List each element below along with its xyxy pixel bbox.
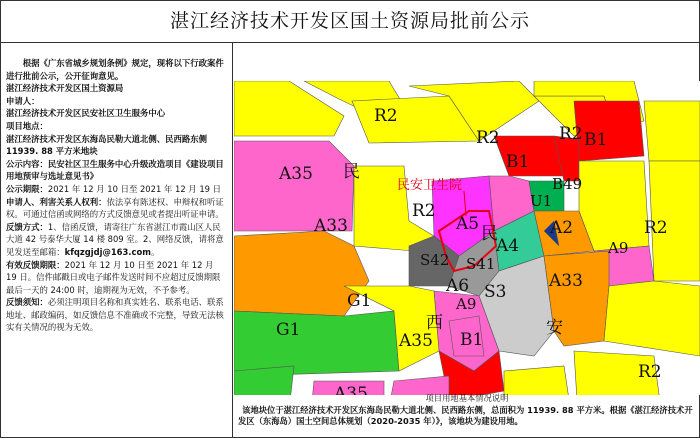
zone-label-a9: A9 <box>608 239 629 257</box>
zone-label-g1: G1 <box>276 320 301 340</box>
road-label: 安 <box>546 318 563 338</box>
zone-r2-bottom <box>504 366 574 395</box>
rights-label: 申请人、利害关系人权利： <box>6 196 107 207</box>
content-label: 公示内容： <box>6 158 48 169</box>
tips-label: 反馈须知： <box>6 297 48 308</box>
zone-label-r2: R2 <box>374 106 398 126</box>
feedback-email[interactable]: kfqzgjdj@163.com <box>64 246 151 257</box>
zone-label-b49: B49 <box>552 175 583 193</box>
zone-r2-right <box>579 161 649 251</box>
page-title: 湛江经济技术开发区国土资源局批前公示 <box>0 0 700 43</box>
valid-value: 2021 年 12 月 10 日至 2021 年 12 月 19 日。信件邮戳日或电子邮件发送时间不应超过反馈期限最后一天的 24:00 时，逾期视为无效，不予参考。 <box>6 259 221 295</box>
zone-label-b1: B1 <box>460 330 484 350</box>
notice-intro: 根据《广东省城乡规划条例》规定，现将以下行政案件进行批前公示，公开征询意见。 <box>6 58 224 81</box>
site-name-label: 民安卫生院 <box>397 178 463 193</box>
rights-row <box>6 196 226 221</box>
zone-label-a6: A6 <box>446 276 470 296</box>
map-caption <box>234 393 700 438</box>
caption-text: 该地块位于湛江经济技术开发区东海岛民勒大道北侧、民西路东侧，总面积为 11939. 88 平方米。根据《湛江经济技术开发区（东海岛）国土空间总体规划（2020-2035 年）》，该地块为建设用地。 <box>238 404 693 426</box>
zone-label-a2: A2 <box>550 218 574 238</box>
zone-label-s41: S41 <box>466 255 496 273</box>
zone-label-a9: A9 <box>456 295 477 313</box>
zone-label-a33: A33 <box>549 271 583 291</box>
location-label: 项目地点： <box>6 120 48 131</box>
rights-value: 依法享有陈述权、申辩权和听证权。可通过信函或网络的方式反馈意见或者提出听证申请。 <box>6 196 224 220</box>
period-row <box>6 183 226 196</box>
valid-label: 有效反馈期限： <box>6 259 65 270</box>
zone-label-a33: A33 <box>314 216 348 236</box>
period-label: 公示期限： <box>6 183 48 194</box>
email-suffix: 。 <box>150 246 160 257</box>
road-label: 西 <box>426 313 443 333</box>
zone-label-b1: B1 <box>584 130 608 150</box>
zone-r2-far-right <box>644 101 700 161</box>
zone-label-a35: A35 <box>334 384 368 404</box>
content-value: 民安社区卫生服务中心升级改造项目《建设项目用地预审与选址意见书》 <box>6 158 224 182</box>
caption-title: 项目用地基本情况说明 <box>425 393 509 403</box>
zone-g1-left <box>234 366 294 395</box>
content-row <box>6 158 226 183</box>
zone-label-u1: U1 <box>530 192 553 210</box>
applicant-value: 湛江经济技术开发区民安社区卫生服务中心 <box>6 108 166 119</box>
zone-label-r2: R2 <box>476 128 500 148</box>
zone-label-r2: R2 <box>638 362 662 382</box>
notice-org: 湛江经济技术开发区国土资源局 <box>6 83 124 94</box>
tips-value: 必须注明项目名称和真实姓名、联系电话、联系地址、邮政编码，如反馈信息不准确或不完整，导致无法核实有关情况的视为无效。 <box>6 297 224 333</box>
notice-text-panel <box>0 43 233 438</box>
zone-label-s42: S42 <box>420 251 450 269</box>
road-label: 民 <box>481 224 498 244</box>
zone-label-a35: A35 <box>399 331 433 351</box>
zone-label-a5: A5 <box>456 214 480 234</box>
zone-label-a4: A4 <box>496 236 520 256</box>
method-value: 1、信函反馈，请寄往广东省湛江市霞山区人民大道 42 号泰华大厦 14 楼 809 室。2、网络反馈，请将意见发送至邮箱： <box>6 221 224 257</box>
method-row <box>6 221 226 259</box>
tips-row <box>6 296 226 334</box>
applicant-label: 申请人： <box>6 95 40 106</box>
zone-label-g1: G1 <box>347 291 372 311</box>
zone-label-s3: S3 <box>484 282 507 302</box>
location-value: 湛江经济技术开发区东海岛民勒大道北侧、民西路东侧 11939. 88 平方米地块 <box>6 133 207 157</box>
zone-label-r2: R2 <box>412 201 436 221</box>
zone-g1-center <box>234 311 399 376</box>
road-label: 民 <box>343 162 360 182</box>
zone-label-a35: A35 <box>279 164 313 184</box>
zone-label-r2: R2 <box>644 218 668 238</box>
period-value: 2021 年 12 月 10 日至 2021 年 12 月 19 日 <box>47 183 222 194</box>
method-label: 反馈方式： <box>6 221 48 232</box>
valid-row <box>6 259 226 297</box>
zone-label-r2: R2 <box>559 124 583 144</box>
zone-label-b1: B1 <box>506 152 530 172</box>
